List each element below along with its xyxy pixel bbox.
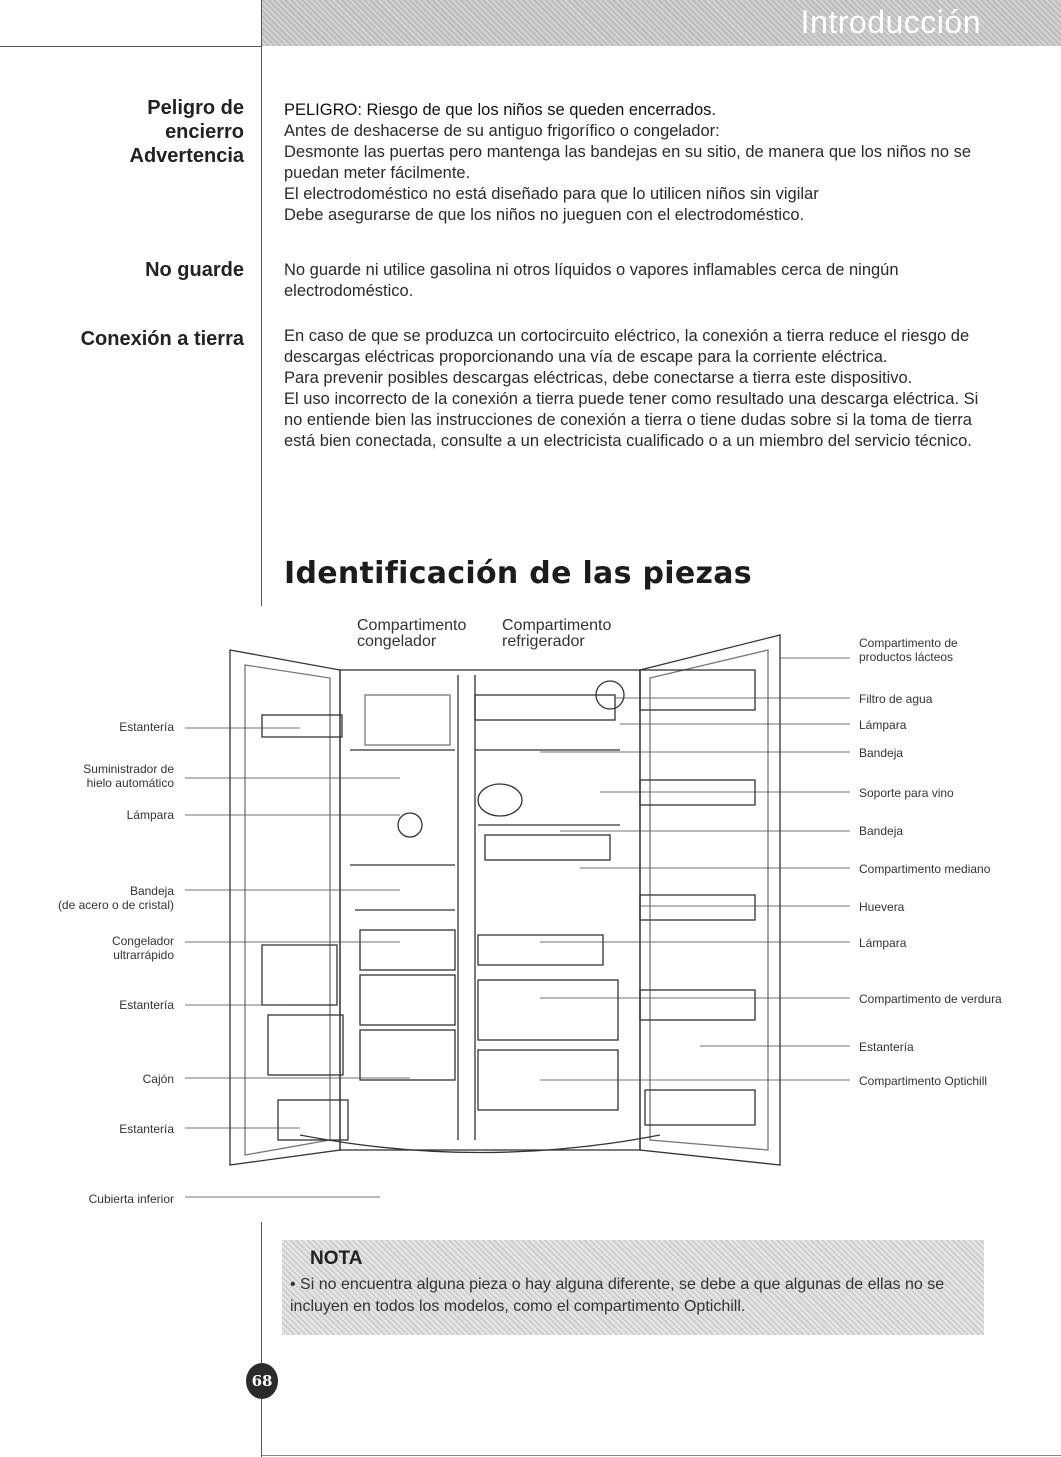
header-title: Introducción bbox=[800, 4, 981, 40]
label-compartimento-verdura: Compartimento de verdura bbox=[859, 992, 1002, 1006]
nota-text: • Si no encuentra alguna pieza o hay alguna diferente, se debe a que algunas de ellas no se incluyen en todos los modelos, como el compartimento Optichill. bbox=[290, 1276, 945, 1315]
label-optichill: Compartimento Optichill bbox=[859, 1074, 988, 1088]
freezer-door bbox=[230, 650, 340, 1165]
page-number-badge: 68 bbox=[246, 1363, 278, 1399]
label-soporte-vino: Soporte para vino bbox=[859, 786, 954, 800]
fridge-diagram bbox=[0, 610, 1061, 1210]
label-filtro-agua: Filtro de agua bbox=[859, 692, 933, 706]
nota-box bbox=[282, 1240, 984, 1335]
section-text-no-guarde: No guarde ni utilice gasolina ni otros líquidos o vapores inflamables cerca de ningún electrodoméstico. bbox=[284, 261, 899, 300]
label-huevera: Huevera bbox=[859, 900, 905, 914]
fridge-door bbox=[640, 635, 780, 1165]
column-divider-lower bbox=[261, 1222, 262, 1457]
label-estanteria-2: Estantería bbox=[119, 998, 174, 1012]
header-band bbox=[262, 0, 1061, 46]
label-bandeja-left: Bandeja (de acero o de cristal) bbox=[57, 884, 174, 912]
bottom-rule bbox=[262, 1455, 1061, 1456]
section-text-peligro: PELIGRO: Riesgo de que los niños se queden encerrados. Antes de deshacerse de su antiguo frigorífico o congelador: Desmonte las puertas pero mantenga las bandejas en su sitio, de manera que los niños no se puedan meter fácilmente. El electrodoméstico no está diseñado para que lo utilicen niños sin vigilar Debe asegurarse de que los niños no jueguen con el electrodoméstico. bbox=[284, 101, 972, 224]
section-heading-no-guarde: No guarde bbox=[145, 259, 244, 281]
label-lampara-right-2: Lámpara bbox=[859, 936, 907, 950]
nota-title: NOTA bbox=[310, 1248, 363, 1269]
label-congelador-ultrarrapido: Congelador ultrarrápido bbox=[111, 934, 174, 962]
header-rule bbox=[0, 46, 262, 47]
label-compartimento-congelador: Compartimento congelador bbox=[357, 617, 467, 650]
label-bandeja-right-2: Bandeja bbox=[859, 824, 904, 838]
column-divider bbox=[261, 0, 262, 606]
section-text-conexion: En caso de que se produzca un cortocircuito eléctrico, la conexión a tierra reduce el riesgo de descargas eléctricas proporcionando una vía de escape para la corriente eléctrica. Para prevenir posibles descargas eléctricas, debe conectarse a tierra este dispositivo. El uso incorrecto de la conexión a tierra puede tener como resultado una descarga eléctrica. Si no entiende bien las instrucciones de conexión a tierra o tiene dudas sobre si la toma de tierra está bien conectada, consulte a un electricista cualificado o a un miembro del servicio técnico. bbox=[284, 327, 979, 450]
label-bandeja-right-1: Bandeja bbox=[859, 746, 904, 760]
parts-title: Identificación de las piezas bbox=[284, 556, 752, 591]
section-heading-conexion: Conexión a tierra bbox=[80, 328, 244, 350]
label-estanteria-1: Estantería bbox=[119, 720, 174, 734]
label-productos-lacteos: Compartimento de productos lácteos bbox=[859, 636, 958, 664]
label-cubierta-inferior: Cubierta inferior bbox=[88, 1192, 174, 1206]
label-estanteria-right: Estantería bbox=[859, 1040, 914, 1054]
label-lampara-right-1: Lámpara bbox=[859, 718, 907, 732]
label-lampara-left: Lámpara bbox=[126, 808, 174, 822]
label-estanteria-3: Estantería bbox=[119, 1122, 174, 1136]
label-compartimento-mediano: Compartimento mediano bbox=[859, 862, 991, 876]
label-cajon: Cajón bbox=[142, 1072, 174, 1086]
section-heading-peligro: Peligro de encierro Advertencia bbox=[129, 97, 244, 167]
label-suministrador-hielo: Suministrador de hielo automático bbox=[83, 762, 174, 790]
label-compartimento-refrigerador: Compartimento refrigerador bbox=[502, 617, 612, 650]
